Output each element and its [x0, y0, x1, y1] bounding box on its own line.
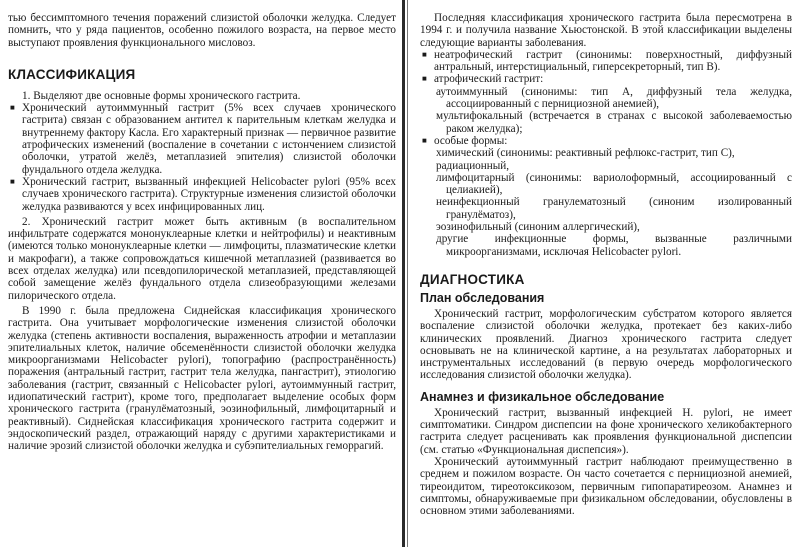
item-chemical: химический (синонимы: реактивный рефлюкс-гастрит, тип С),	[436, 147, 735, 160]
item-autoimmune: аутоиммунный (синонимы: тип А, диффузный тела желудка, ассоциированный с пернициозной анемией),	[436, 85, 792, 111]
page-gutter	[402, 0, 405, 547]
bullet-helicobacter-gastritis: ■ Хронический гастрит, вызванный инфекцией Helicobacter pylori (95% всех случаев хронического гастрита). Структурные изменения слизистой оболочки желудка развиваются у всех инфицированных лиц.	[8, 176, 396, 213]
item-multifocal: мультифокальный (встречается в странах с высокой заболеваемостью раком желудка);	[436, 110, 792, 135]
item-granulomatous: неинфекционный гранулематозный (синоним изолированный гранулёматоз),	[436, 196, 792, 221]
right-page	[420, 0, 792, 517]
item-radiation: радиационный,	[436, 159, 510, 172]
houston-classification-paragraph: Последняя классификация хронического гастрита была пересмотрена в 1994 г. и получила название Хьюстонской. В этой классификации выделены следующие варианты заболевания.	[420, 12, 792, 49]
anamnesis-paragraph-1: Хронический гастрит, вызванный инфекцией H. pylori, не имеет симптоматики. Синдром диспепсии на фоне хронического хеликобактерного гастрита следует расценивать как проявления функциональной диспепсии (см. статью «Функциональная диспепсия»).	[420, 406, 792, 456]
bullet-atrophic-gastritis: ■ атрофический гастрит:	[420, 73, 792, 85]
left-page	[8, 0, 396, 453]
classification-paragraph-2: 2. Хронический гастрит может быть активным (в воспалительном инфильтрате содержатся мононуклеарные клетки и нейтрофилы) и неактивным (имеются только мононуклеарные клетки — лимфоциты, плазматические клетки и макрофаги), а также сопровождаться кишечной метаплазией (развивается во всех отделах желудка) или псевдопилорической метаплазией, представляющей собой замещение желёз фундального отдела слизеобразующими железами пилорического отдела.	[8, 215, 396, 302]
anamnesis-paragraph-2: Хронический аутоиммунный гастрит наблюдают преимущественно в среднем и пожилом возрасте. Он часто сочетается с пернициозной анемией, тиреоидитом, тиреотоксикозом, первичным гипопаратиреозом. Анамнез и симптомы, обнаруживаемые при физикальном обследовании, обусловлены в основном этими заболеваниями.	[420, 455, 792, 518]
item-eosinophilic: эозинофильный (синоним аллергический),	[436, 221, 640, 234]
examination-plan-subheading: План обследования	[420, 290, 545, 305]
bullet-autoimmune-gastritis: ■ Хронический аутоиммунный гастрит (5% всех случаев хронического гастрита) связан с образованием антител к парительным клеткам желудка и внутреннему фактору Касла. Его характерный признак — первичное развитие атрофических изменений (воспаление в сочетании с истончением слизистой оболочки, утратой желёз, метаплазией эпителия) слизистой оболочки фундального отдела желудка.	[8, 102, 396, 176]
classification-paragraph-1: 1. Выделяют две основные формы хронического гастрита.	[22, 89, 301, 102]
bullet-nonatrophic-gastritis: ■ неатрофический гастрит (синонимы: поверхностный, диффузный антральный, интерстициальный, гиперсекреторный, тип В).	[420, 49, 792, 74]
left-intro-paragraph: тью бессимптомного течения поражений слизистой оболочки желудка. Следует помнить, что у ряда пациентов, особенно пожилого возраста, на первое место выступают проявления функционального мисловоз.	[8, 12, 396, 49]
item-lymphocytic: лимфоцитарный (синонимы: вариолоформный, ассоциированный с целиакией),	[436, 171, 792, 197]
anamnesis-subheading: Анамнез и физикальное обследование	[420, 389, 665, 404]
item-other-infectious: другие инфекционные формы, вызванные различными микроорганизмами, исключая Helicobacter pylori.	[436, 233, 792, 258]
classification-heading: КЛАССИФИКАЦИЯ	[8, 66, 136, 82]
sydney-classification-paragraph: В 1990 г. была предложена Сиднейская классификация хронического гастрита. Она учитывает морфологические изменения слизистой оболочки желудка (степень активности воспаления, выраженность атрофии и метаплазии эпителиальных клеток, наличие обсеменённости слизистой оболочки желудка микроорганизмами Helicobacter pylori), топографию (распространённость) поражения (антральный гастрит, гастрит тела желудка, пангастрит), этиологию заболевания (гастрит, связанный с Helicobacter pylori, аутоиммунный гастрит, идиопатический гастрит), кроме того, предполагает выделение особых форм хронического гастрита (гранулёматозный, эозинофильный, лимфоцитарный и реактивный). Сиднейская классификация хронического гастрита содержит и эндоскопический раздел, отражающий наряду с другими характеристиками и наличие эрозий слизистой оболочки желудка и субэпителиальных геморрагий.	[8, 304, 396, 453]
examination-plan-paragraph: Хронический гастрит, морфологическим субстратом которого является воспаление слизистой оболочки желудка, протекает без каких-либо клинических проявлений. Диагноз хронического гастрита следует основывать не на клинической картине, а на результатах лабораторных и инструментальных исследований (в первую очередь морфологического исследования слизистой оболочки желудка).	[420, 307, 792, 382]
bullet-special-forms: ■ особые формы:	[420, 135, 792, 147]
diagnostics-heading: ДИАГНОСТИКА	[420, 271, 525, 287]
page-gutter-edge	[407, 0, 408, 547]
